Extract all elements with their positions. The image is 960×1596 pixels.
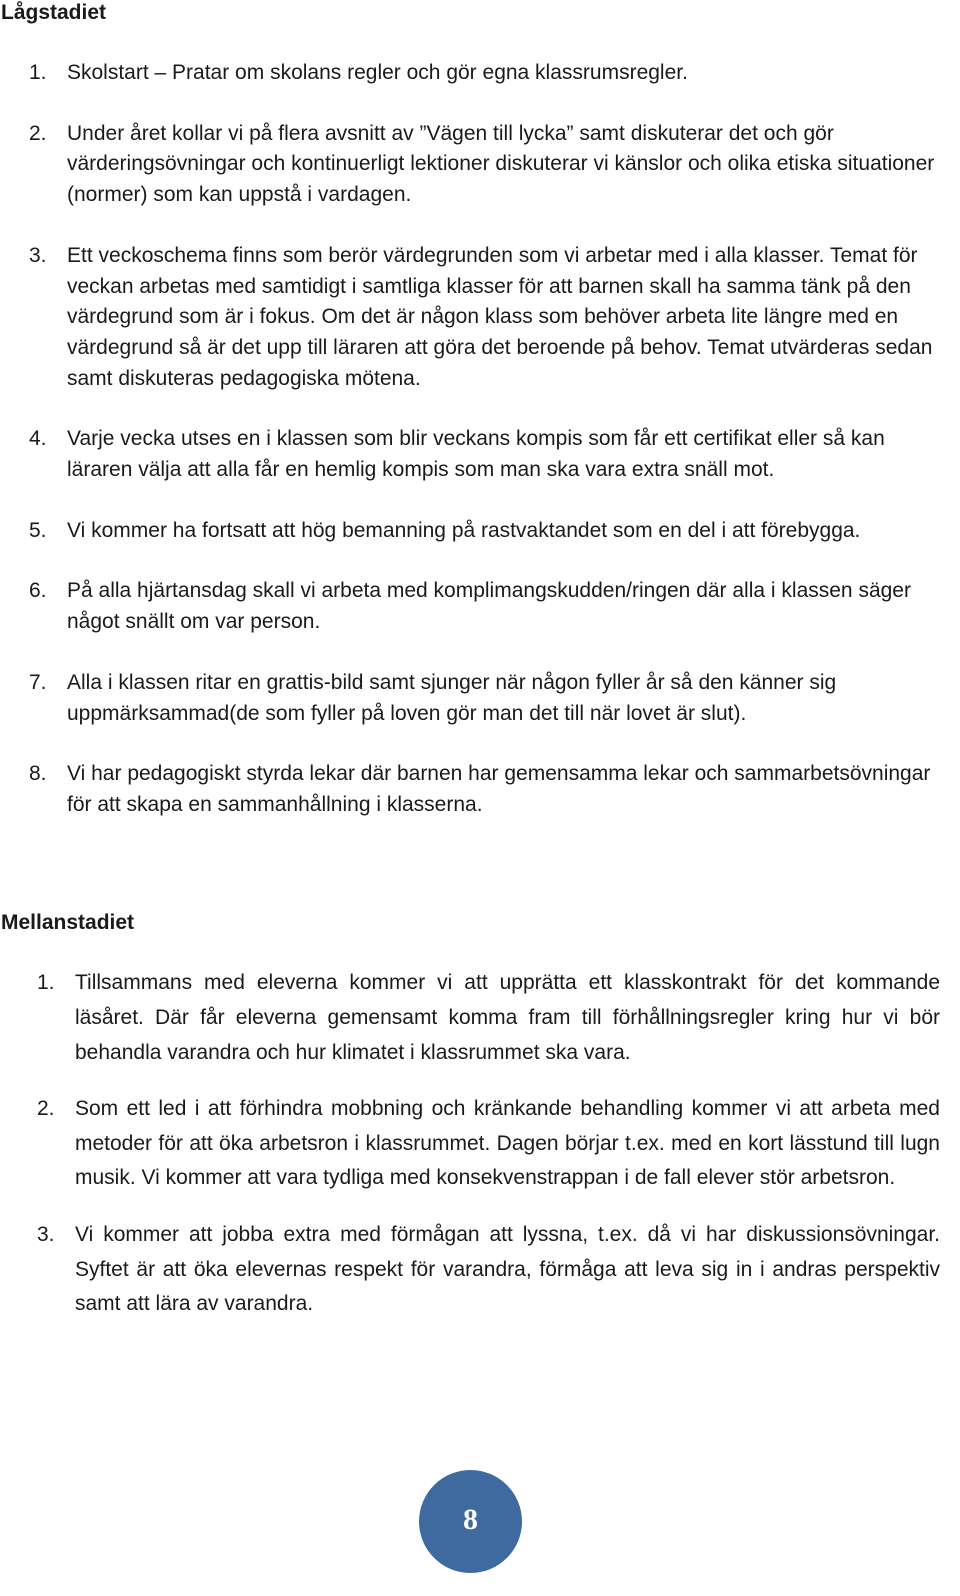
item-number: 8.: [29, 762, 47, 786]
item-number: 6.: [29, 579, 47, 603]
item-number: 7.: [29, 670, 47, 694]
list-item: [0, 966, 960, 1070]
item-text: Under året kollar vi på flera avsnitt av ”Vägen till lycka” samt diskuterar det och gör värderingsövningar och kontinuerligt lektioner diskuterar vi känslor och olika etiska situationer (normer) som kan uppstå i vardagen.: [67, 121, 935, 207]
section-heading-mellanstadiet: Mellanstadiet: [1, 911, 135, 934]
item-text: Vi kommer ha fortsatt att hög bemanning på rastvaktandet som en del i att förebygga.: [67, 518, 861, 542]
item-text: Som ett led i att förhindra mobbning och kränkande behandling kommer vi att arbeta med metoder för att öka arbetsron i klassrummet. Dagen börjar t.ex. med en kort lässtund till lugn musik. Vi kommer att vara tydliga med konsekvenstrappan i de fall elever stör arbetsron.: [75, 1096, 940, 1190]
item-number: 1.: [29, 61, 47, 84]
item-number: 5.: [29, 518, 47, 542]
item-number: 2.: [29, 121, 47, 145]
list-item: [0, 516, 960, 547]
list-item: [0, 58, 960, 89]
item-number: 3.: [29, 243, 47, 267]
list-item: [0, 1092, 960, 1196]
item-number: 3.: [37, 1222, 55, 1246]
list-item: [0, 759, 960, 820]
item-text: Alla i klassen ritar en grattis-bild samt sjunger när någon fyller år så den känner sig uppmärksammad(de som fyller på loven gör man det till när lovet är slut).: [67, 670, 837, 725]
item-text: Vi kommer att jobba extra med förmågan att lyssna, t.ex. då vi har diskussionsövningar. Syftet är att öka elevernas respekt för varandra, förmåga att leva sig in i andras perspektiv samt att lära av varandra.: [75, 1222, 940, 1316]
list-item: [0, 424, 960, 485]
item-number: 4.: [29, 427, 47, 451]
item-number: 2.: [37, 1096, 55, 1120]
item-text: Skolstart – Pratar om skolans regler och gör egna klassrumsregler.: [67, 61, 688, 84]
lagstadiet-list: [0, 58, 960, 851]
page-number-badge: [419, 1470, 522, 1573]
list-item: [0, 241, 960, 395]
item-text: Ett veckoschema finns som berör värdegrunden som vi arbetar med i alla klasser. Temat för veckan arbetas med samtidigt i samtliga klasser för att barnen skall ha samma tänk på den värdegrund som är i fokus. Om det är någon klass som behöver arbeta lite längre med en värdegrund så är det upp till läraren att göra det beroende på behov. Temat utvärderas sedan samt diskuteras pedagogiska mötena.: [67, 243, 933, 390]
page-number: 8: [463, 1502, 478, 1536]
item-number: 1.: [37, 971, 55, 994]
mellanstadiet-list: [0, 966, 960, 1344]
item-text: På alla hjärtansdag skall vi arbeta med komplimangskudden/ringen där alla i klassen säger något snällt om var person.: [67, 579, 911, 634]
item-text: Vi har pedagogiskt styrda lekar där barnen har gemensamma lekar och sammarbetsövningar för att skapa en sammanhållning i klasserna.: [67, 762, 931, 816]
list-item: [0, 1218, 960, 1322]
item-text: Tillsammans med eleverna kommer vi att upprätta ett klasskontrakt för det kommande läsåret. Där får eleverna gemensamt komma fram till förhållningsregler kring hur vi bör behandla varandra och hur klimatet i klassrummet ska vara.: [75, 971, 940, 1064]
list-item: [0, 668, 960, 729]
list-item: [0, 576, 960, 637]
list-item: [0, 119, 960, 211]
item-text: Varje vecka utses en i klassen som blir veckans kompis som får ett certifikat eller så kan läraren välja att alla får en hemlig kompis som man ska vara extra snäll mot.: [67, 427, 885, 482]
section-heading-lagstadiet: Lågstadiet: [1, 1, 107, 24]
